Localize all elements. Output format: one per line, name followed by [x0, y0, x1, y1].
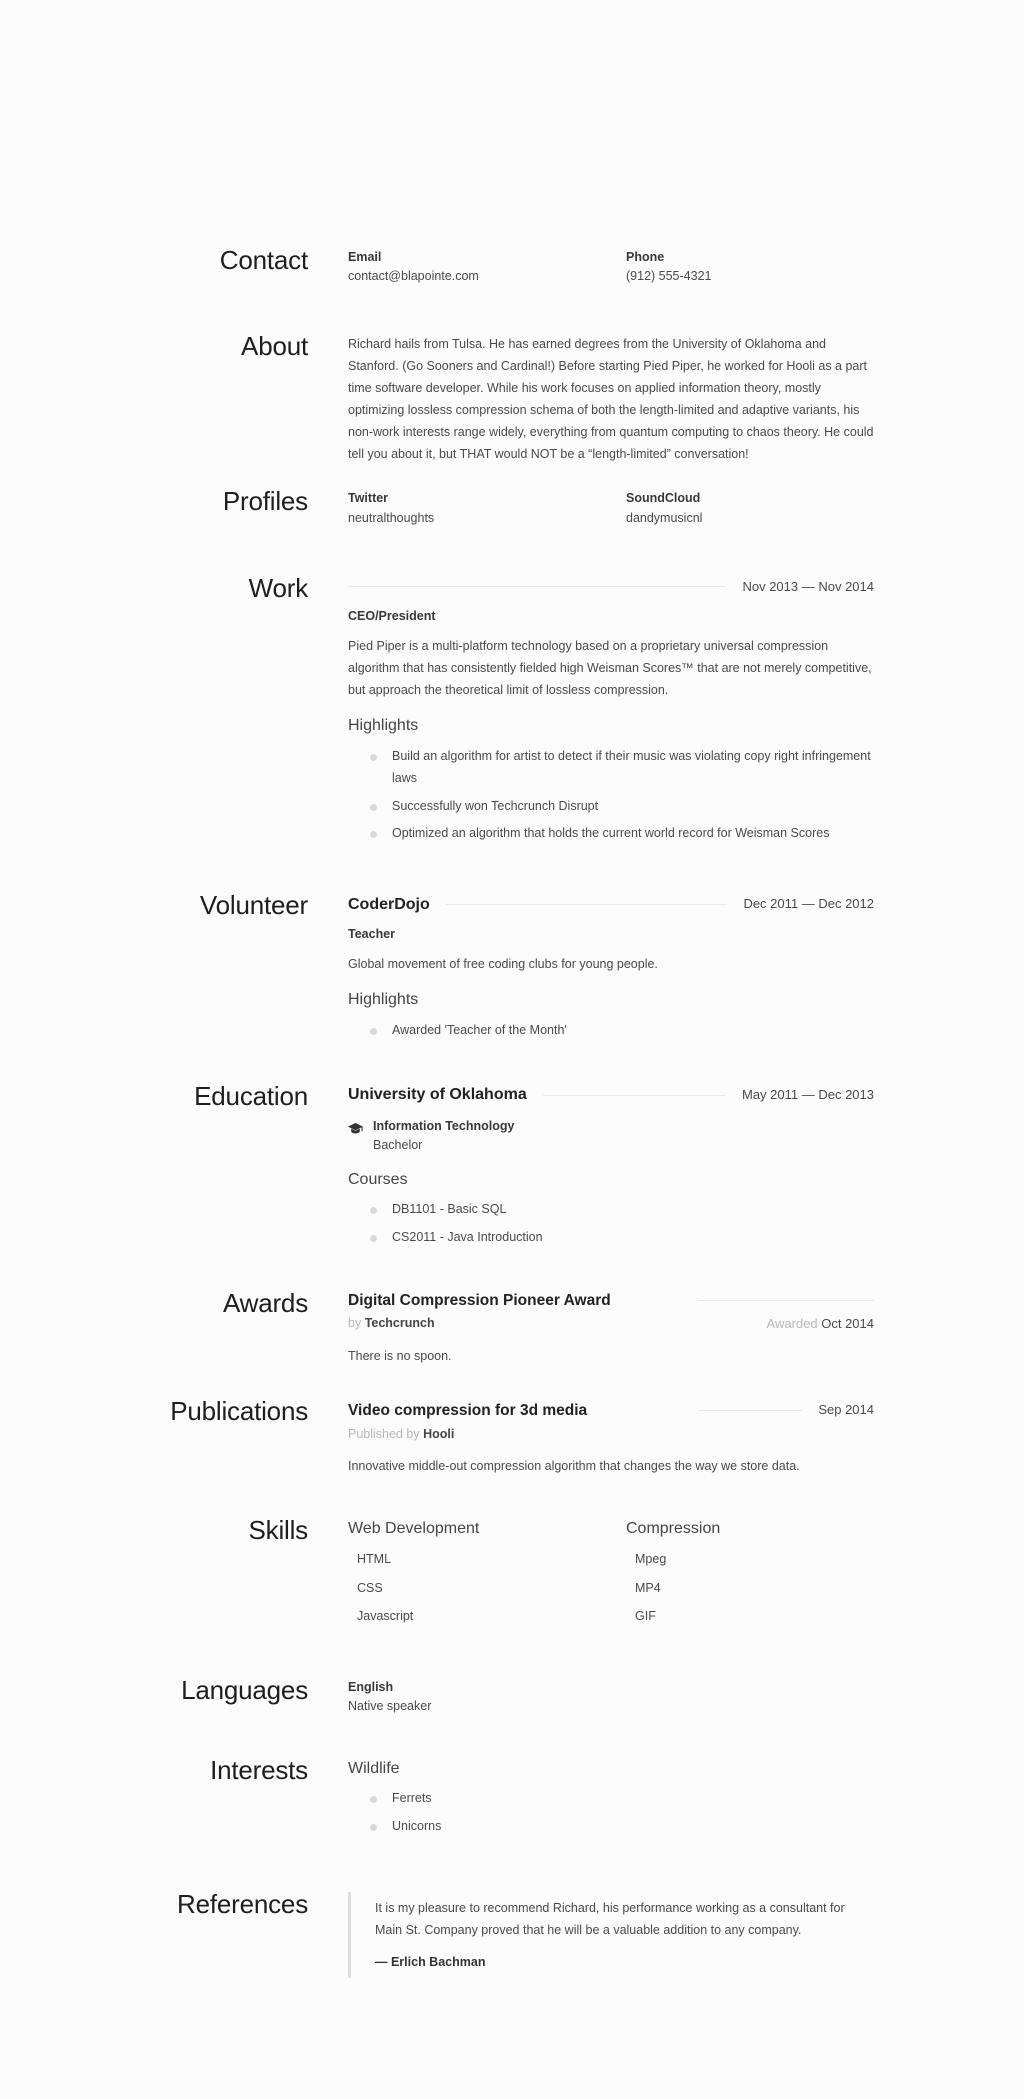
work-date-range: Nov 2013 — Nov 2014: [742, 578, 874, 594]
award-entry-header: [348, 1291, 874, 1311]
education-courses-list: [348, 1199, 874, 1249]
list-item: [348, 1788, 874, 1810]
phone-value: (912) 555-4321: [626, 269, 712, 284]
volunteer-header-rule: [446, 904, 728, 905]
section-education: [150, 1082, 874, 1255]
work-highlight-text: Successfully won Techcrunch Disrupt: [392, 798, 599, 813]
section-languages: [150, 1676, 874, 1716]
bullet-icon: [370, 754, 377, 761]
about-section-title: About: [241, 331, 308, 362]
interest-keyword-text: Unicorns: [392, 1819, 442, 1834]
interest-keywords-list: [348, 1788, 874, 1838]
award-awarder: by Techcrunch: [348, 1315, 435, 1330]
skill-group-web-development: [348, 1518, 596, 1626]
list-item: [348, 796, 874, 818]
publication-summary: Innovative middle-out compression algorithm that changes the way we store data.: [348, 1459, 800, 1474]
publication-title: Video compression for 3d media: [348, 1401, 588, 1419]
list-item: [348, 1816, 874, 1838]
interest-name: Wildlife: [348, 1759, 400, 1777]
contact-email-field: [348, 248, 596, 286]
education-date-range: May 2011 — Dec 2013: [742, 1086, 874, 1102]
education-course-text: DB1101 - Basic SQL: [392, 1202, 507, 1217]
award-awarder-prefix: by: [348, 1315, 362, 1330]
reference-quote-block: [348, 1892, 848, 1978]
education-area: Information Technology: [373, 1119, 515, 1134]
education-section-title: Education: [194, 1080, 308, 1111]
work-entry-header: [348, 576, 874, 599]
about-text: Richard hails from Tulsa. He has earned degrees from the University of Oklahoma and Stanford. (Go Sooners and Cardinal!) Before starting Pied Piper, he worked for Hooli as a part time software developer. While his work focuses on applied information theory, mostly optimizing lossless compression schema of both the length-limited and adaptive variants, his non-work interests range widely, everything from quantum computing to chaos theory. He could tell you about it, but THAT would NOT be a “length-limited” conversation!: [348, 337, 874, 461]
section-work: [150, 574, 874, 852]
skill-group-name: Compression: [626, 1519, 721, 1537]
skill-group-name: Web Development: [348, 1519, 480, 1537]
volunteer-highlight-text: Awarded 'Teacher of the Month': [392, 1022, 567, 1037]
publications-section-title: Publications: [170, 1396, 308, 1427]
skills-section-title: Skills: [248, 1514, 308, 1545]
education-courses-heading: Courses: [348, 1170, 408, 1188]
skill-group-compression: [626, 1518, 874, 1626]
volunteer-position: Teacher: [348, 927, 396, 942]
skill-keyword: Javascript: [357, 1609, 414, 1624]
work-highlight-text: Build an algorithm for artist to detect if their music was violating copy right infringement laws: [392, 748, 871, 785]
awards-section-title: Awards: [222, 1287, 308, 1318]
interests-section-title: Interests: [210, 1754, 308, 1785]
education-header-rule: [543, 1095, 726, 1096]
volunteer-entry-header: [348, 893, 874, 916]
volunteer-date-range: Dec 2011 — Dec 2012: [743, 896, 874, 912]
list-item: [348, 1227, 874, 1249]
skill-keyword: HTML: [357, 1552, 392, 1567]
publication-date: Sep 2014: [818, 1402, 874, 1418]
section-skills: [150, 1516, 874, 1626]
education-entry-header: [348, 1084, 874, 1107]
work-highlight-text: Optimized an algorithm that holds the current world record for Weisman Scores: [392, 826, 830, 841]
publication-entry-header: [348, 1399, 874, 1422]
contact-section-title: Contact: [219, 245, 308, 275]
bullet-icon: [370, 1824, 377, 1831]
language-fluency: Native speaker: [348, 1698, 432, 1713]
bullet-icon: [370, 1207, 377, 1214]
section-profiles: [150, 487, 874, 527]
award-summary: There is no spoon.: [348, 1348, 452, 1363]
list-item: [348, 823, 874, 845]
skill-keyword: MP4: [635, 1580, 661, 1595]
award-date: Awarded Oct 2014: [766, 1315, 874, 1331]
award-byline-row: [348, 1313, 874, 1336]
skill-keyword: Mpeg: [635, 1552, 667, 1567]
publication-publisher: Published by Hooli: [348, 1427, 455, 1442]
bullet-icon: [370, 1028, 377, 1035]
reference-quote-text: It is my pleasure to recommend Richard, his performance working as a consultant for Main St. Company proved that he will be a valuable addition to any company.: [375, 1901, 845, 1937]
award-date-label: Awarded: [766, 1315, 818, 1331]
twitter-network-label: Twitter: [348, 491, 389, 506]
volunteer-organization: CoderDojo: [348, 895, 430, 913]
interest-keyword-text: Ferrets: [392, 1791, 432, 1806]
section-publications: [150, 1397, 874, 1478]
soundcloud-username: dandymusicnl: [626, 510, 703, 525]
work-section-title: Work: [248, 572, 308, 603]
twitter-username: neutralthoughts: [348, 510, 435, 525]
list-item: [348, 746, 874, 790]
phone-label: Phone: [626, 250, 665, 264]
section-awards: [150, 1289, 874, 1368]
profile-twitter: [348, 489, 596, 527]
skill-keyword: CSS: [357, 1580, 383, 1595]
section-interests: [150, 1756, 874, 1844]
email-value: contact@blapointe.com: [348, 269, 479, 284]
section-references: [150, 1890, 874, 1978]
education-degree-row: [348, 1118, 874, 1154]
contact-phone-field: [626, 248, 874, 286]
education-study-type: Bachelor: [373, 1137, 423, 1152]
soundcloud-network-label: SoundCloud: [626, 491, 701, 506]
work-highlights-list: [348, 746, 874, 846]
section-volunteer: [150, 891, 874, 1047]
language-name: English: [348, 1679, 394, 1694]
email-label: Email: [348, 250, 382, 264]
list-item: [348, 1020, 874, 1042]
languages-section-title: Languages: [181, 1674, 308, 1705]
list-item: [348, 1199, 874, 1221]
award-title: Digital Compression Pioneer Award: [348, 1291, 611, 1309]
profile-soundcloud: [626, 489, 874, 527]
bullet-icon: [370, 831, 377, 838]
volunteer-highlights-list: [348, 1020, 874, 1042]
bullet-icon: [370, 1235, 377, 1242]
volunteer-section-title: Volunteer: [199, 890, 308, 921]
references-section-title: References: [177, 1889, 308, 1920]
graduation-cap-icon: [348, 1122, 363, 1154]
volunteer-summary: Global movement of free coding clubs for young people.: [348, 956, 658, 971]
publication-byline-row: [348, 1424, 874, 1446]
resume-page: [150, 0, 874, 1978]
bullet-icon: [370, 1796, 377, 1803]
work-header-rule: [348, 586, 726, 587]
section-about: [150, 332, 874, 465]
reference-name: — Erlich Bachman: [375, 1954, 486, 1969]
education-course-text: CS2011 - Java Introduction: [392, 1229, 543, 1244]
profiles-section-title: Profiles: [222, 486, 308, 517]
skill-keyword: GIF: [635, 1609, 656, 1624]
publication-publisher-prefix: Published by: [348, 1427, 420, 1442]
publication-header-rule: [698, 1410, 802, 1411]
work-highlights-heading: Highlights: [348, 717, 419, 735]
education-institution: University of Oklahoma: [348, 1086, 527, 1104]
award-header-rule: [698, 1300, 874, 1301]
work-position: CEO/President: [348, 609, 436, 624]
work-summary: Pied Piper is a multi-platform technology based on a proprietary universal compression algorithm that has consistently fielded high Weisman Scores™ that are not merely competitive, but approach the theoretical limit of lossless compression.: [348, 638, 872, 697]
volunteer-highlights-heading: Highlights: [348, 991, 419, 1009]
bullet-icon: [370, 804, 377, 811]
section-contact: [150, 246, 874, 286]
